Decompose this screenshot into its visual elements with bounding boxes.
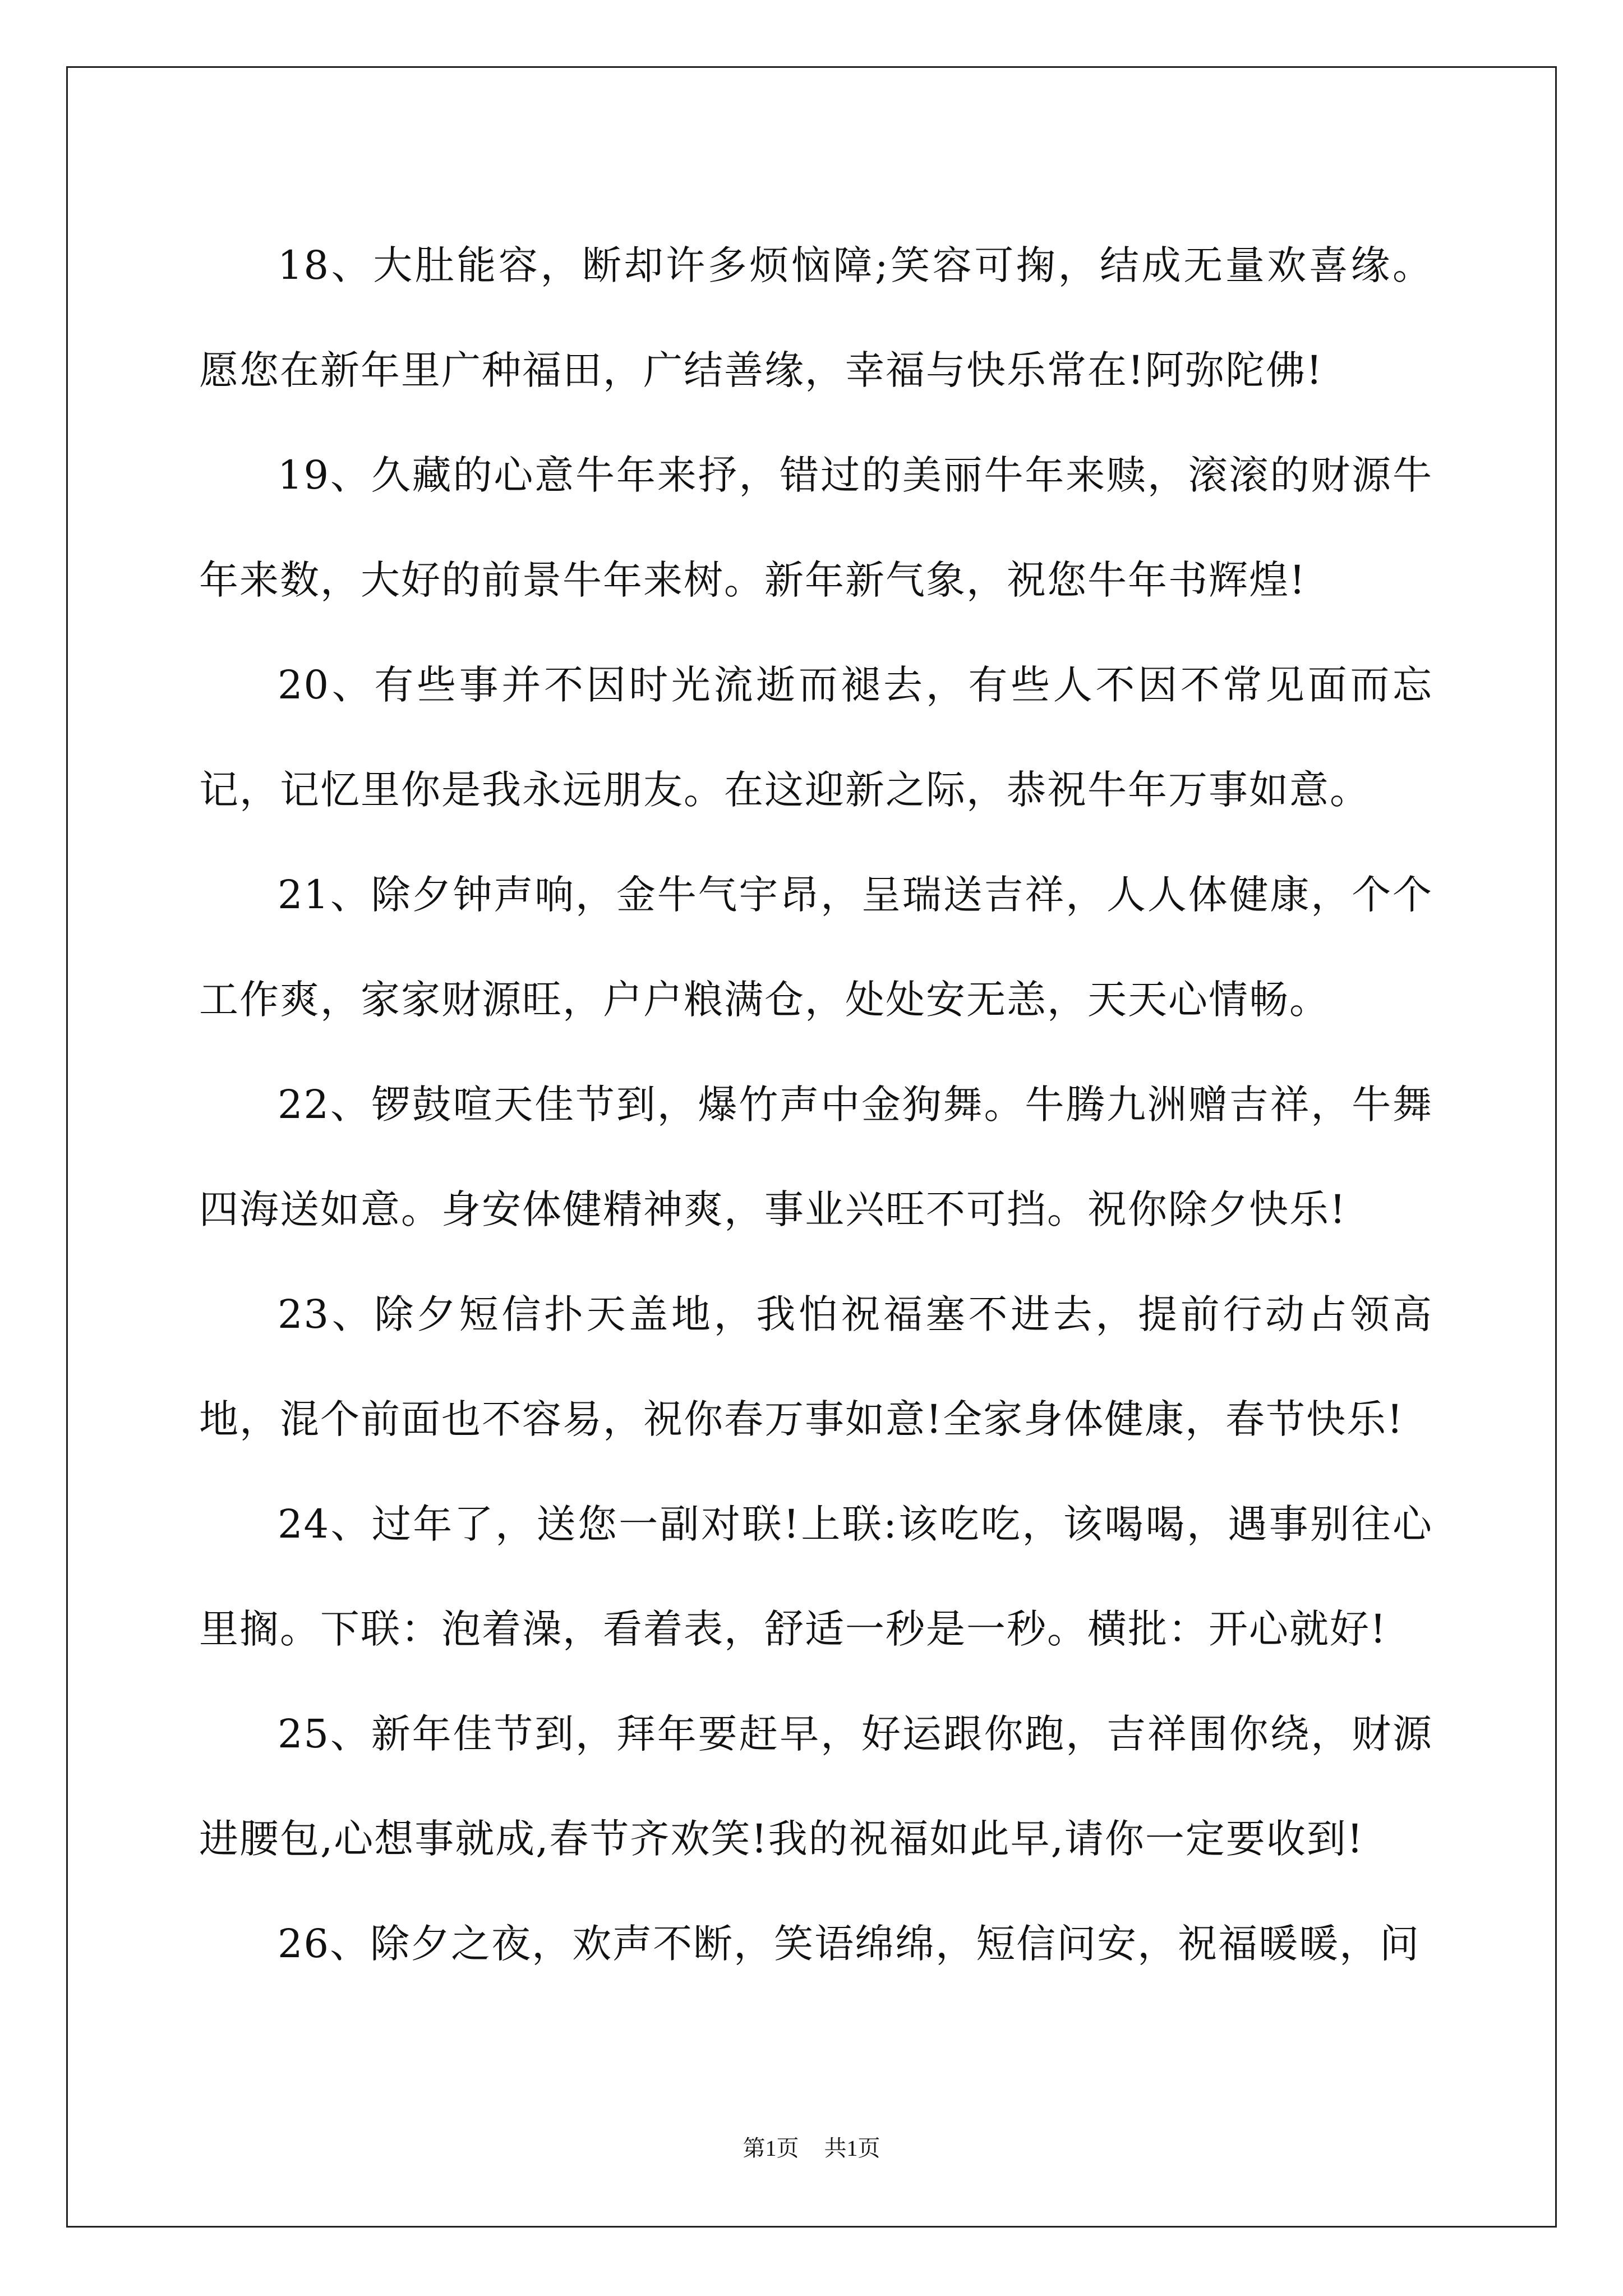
page-footer — [0, 2134, 1623, 2162]
paragraph-24: 24、过年了，送您一副对联!上联:该吃吃，该喝喝，遇事别往心里搁。下联：泡着澡，看着表，舒适一秒是一秒。横批：开心就好! — [199, 1501, 1433, 1652]
paragraph-25: 25、新年佳节到，拜年要赶早，好运跟你跑，吉祥围你绕，财源进腰包,心想事就成,春节齐欢笑!我的祝福如此早,请你一定要收到! — [199, 1711, 1433, 1862]
paragraph-22: 22、锣鼓喧天佳节到，爆竹声中金狗舞。牛腾九洲赠吉祥，牛舞四海送如意。身安体健精神爽，事业兴旺不可挡。祝你除夕快乐! — [199, 1082, 1433, 1232]
paragraph-20: 20、有些事并不因时光流逝而褪去，有些人不因不常见面而忘记，记忆里你是我永远朋友。在这迎新之际，恭祝牛年万事如意。 — [199, 662, 1433, 813]
page-number: 第1页 — [743, 2136, 799, 2161]
paragraph-19: 19、久藏的心意牛年来抒，错过的美丽牛年来赎，滚滚的财源牛年来数，大好的前景牛年来树。新年新气象，祝您牛年书辉煌! — [199, 452, 1433, 603]
paragraph-21: 21、除夕钟声响，金牛气宇昂，呈瑞送吉祥，人人体健康，个个工作爽，家家财源旺，户户粮满仓，处处安无恙，天天心情畅。 — [199, 872, 1433, 1023]
paragraph-26: 26、除夕之夜，欢声不断，笑语绵绵，短信问安，祝福暖暖，问 — [278, 1921, 1421, 1967]
paragraph-18: 18、大肚能容，断却许多烦恼障;笑容可掬，结成无量欢喜缘。愿您在新年里广种福田，广结善缘，幸福与快乐常在!阿弥陀佛! — [199, 242, 1433, 393]
paragraph-23: 23、除夕短信扑天盖地，我怕祝福塞不进去，提前行动占领高地，混个前面也不容易，祝你春万事如意!全家身体健康，春节快乐! — [199, 1291, 1433, 1442]
page-total: 共1页 — [824, 2136, 880, 2161]
document-body — [199, 213, 1433, 1996]
